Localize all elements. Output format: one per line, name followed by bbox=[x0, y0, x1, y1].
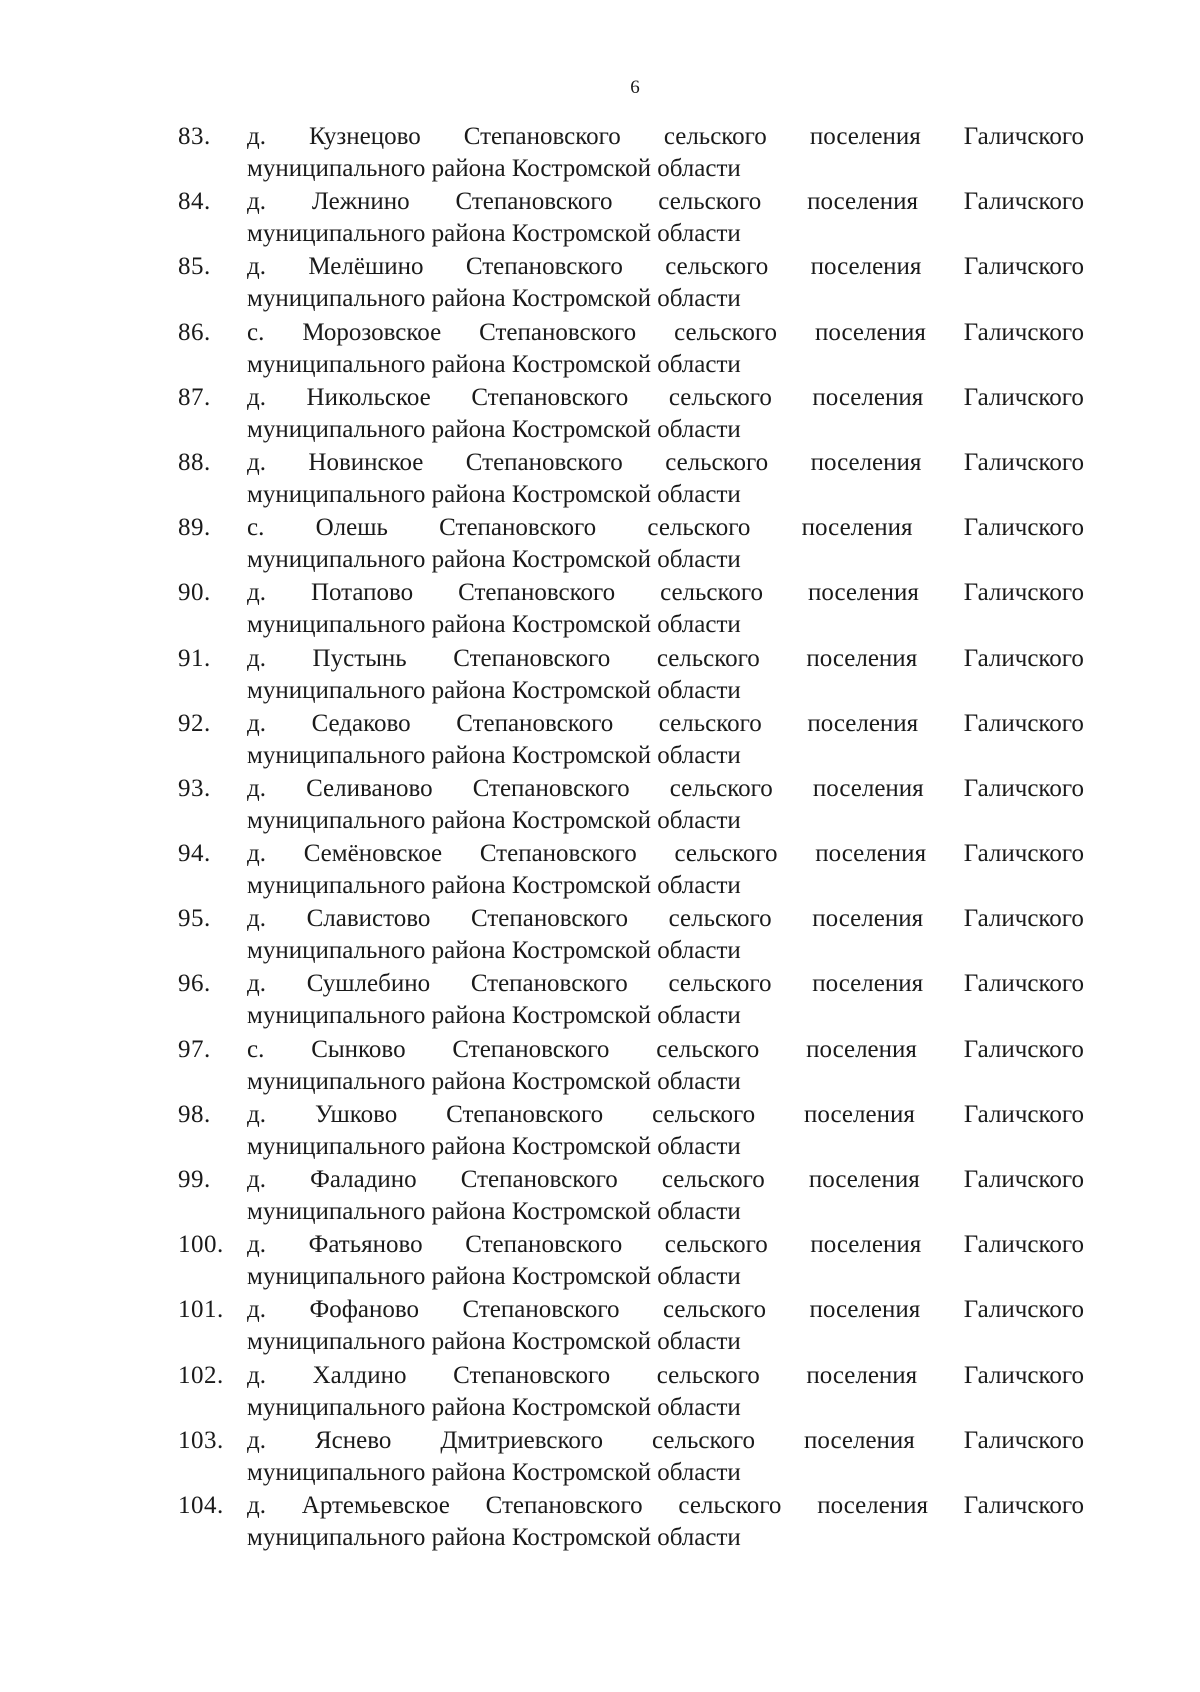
list-item bbox=[178, 317, 1084, 382]
item-number: 84. bbox=[178, 188, 211, 216]
item-word: с. bbox=[247, 1035, 265, 1063]
item-number: 95. bbox=[178, 905, 211, 933]
item-word: поселения bbox=[801, 514, 913, 542]
item-word: д. bbox=[247, 774, 266, 802]
item-word: д. bbox=[247, 709, 266, 737]
list-item bbox=[178, 1294, 1084, 1359]
item-number: 104. bbox=[178, 1491, 224, 1519]
item-text-line bbox=[247, 708, 1084, 740]
list-item bbox=[178, 968, 1084, 1033]
item-text-line bbox=[247, 773, 1084, 805]
item-text bbox=[247, 447, 1084, 511]
item-text-continuation: муниципального района Костромской области bbox=[247, 220, 741, 248]
item-number: 91. bbox=[178, 644, 211, 672]
item-word: д. bbox=[247, 123, 266, 150]
item-word: сельского bbox=[652, 1426, 755, 1454]
item-word: поселения bbox=[815, 318, 926, 346]
item-word: Степановского bbox=[460, 1166, 618, 1193]
list-item bbox=[178, 1034, 1084, 1099]
list-item bbox=[178, 1425, 1084, 1490]
item-word: сельского bbox=[658, 709, 762, 737]
item-text-continuation: муниципального района Костромской области bbox=[247, 415, 741, 443]
item-word: Фатьяново bbox=[308, 1231, 423, 1259]
list-item bbox=[178, 773, 1084, 838]
item-text bbox=[247, 512, 1084, 576]
item-word: Степановского bbox=[465, 1231, 623, 1259]
item-word: сельского bbox=[669, 774, 773, 802]
item-text-line bbox=[247, 186, 1084, 218]
item-word: д. bbox=[247, 1426, 266, 1454]
item-text-continuation: муниципального района Костромской области bbox=[247, 611, 741, 639]
item-text-line bbox=[247, 903, 1084, 935]
item-word: Степановского bbox=[479, 318, 637, 346]
item-text-line bbox=[247, 1294, 1084, 1326]
item-word: Кузнецово bbox=[309, 123, 421, 150]
item-word: сельского bbox=[678, 1491, 782, 1519]
page-number: 6 bbox=[630, 77, 640, 98]
item-text-line bbox=[247, 643, 1084, 675]
item-word: поселения bbox=[817, 1491, 929, 1519]
item-word: д. bbox=[247, 253, 266, 281]
item-word: сельского bbox=[656, 1035, 760, 1063]
item-word: сельского bbox=[656, 1361, 760, 1389]
item-word: поселения bbox=[812, 905, 924, 933]
list-item bbox=[178, 903, 1084, 968]
list-item bbox=[178, 708, 1084, 773]
item-word: Степановского bbox=[453, 1361, 611, 1389]
item-word: д. bbox=[247, 579, 266, 607]
item-number: 99. bbox=[178, 1166, 211, 1193]
item-word: Степановского bbox=[485, 1491, 643, 1519]
item-number: 98. bbox=[178, 1100, 211, 1128]
item-text bbox=[247, 577, 1084, 641]
item-word: Селиваново bbox=[306, 774, 433, 802]
item-word: д. bbox=[247, 448, 266, 476]
item-word: Степановского bbox=[462, 1296, 620, 1324]
item-word: Галичского bbox=[963, 774, 1084, 802]
item-word: сельского bbox=[664, 1231, 768, 1259]
item-word: поселения bbox=[810, 1231, 922, 1259]
item-text-line bbox=[247, 1099, 1084, 1131]
item-text-continuation: муниципального района Костромской области bbox=[247, 741, 741, 769]
item-word: сельского bbox=[656, 644, 760, 672]
item-word: Галичского bbox=[963, 1296, 1084, 1324]
item-word: д. bbox=[247, 1231, 266, 1259]
item-word: Галичского bbox=[963, 383, 1084, 411]
item-word: поселения bbox=[809, 123, 921, 150]
item-text bbox=[247, 1164, 1084, 1228]
item-text bbox=[247, 1294, 1084, 1358]
item-text-line bbox=[247, 447, 1084, 479]
item-text-continuation: муниципального района Костромской области bbox=[247, 480, 741, 508]
item-text bbox=[247, 643, 1084, 707]
item-word: Яснево bbox=[314, 1426, 392, 1454]
item-word: Новинское bbox=[308, 448, 424, 476]
item-text-continuation: муниципального района Костромской области bbox=[247, 1458, 741, 1486]
item-word: д. bbox=[247, 383, 266, 411]
item-word: Сынково bbox=[311, 1035, 406, 1063]
list-item bbox=[178, 382, 1084, 447]
item-word: Фофаново bbox=[309, 1296, 420, 1324]
item-word: Галичского bbox=[963, 579, 1084, 607]
item-word: сельского bbox=[652, 1100, 756, 1128]
item-text-line bbox=[247, 382, 1084, 414]
item-word: поселения bbox=[807, 709, 919, 737]
item-word: поселения bbox=[803, 1426, 915, 1454]
item-word: Степановского bbox=[463, 123, 621, 150]
list-item bbox=[178, 512, 1084, 577]
item-word: д. bbox=[247, 905, 266, 933]
item-word: с. bbox=[247, 514, 265, 542]
item-text-line bbox=[247, 1425, 1084, 1457]
item-word: Пустынь bbox=[312, 644, 407, 672]
item-number: 92. bbox=[178, 709, 211, 737]
item-word: с. bbox=[247, 318, 265, 346]
item-text-continuation: муниципального района Костромской области bbox=[247, 1328, 741, 1356]
item-word: Степановского bbox=[455, 188, 613, 216]
item-word: д. bbox=[247, 1100, 266, 1128]
item-text-continuation: муниципального района Костромской области bbox=[247, 937, 741, 965]
item-word: д. bbox=[247, 188, 266, 216]
item-word: Семёновское bbox=[303, 840, 443, 868]
item-word: Галичского bbox=[963, 448, 1084, 476]
item-word: д. bbox=[247, 1361, 266, 1389]
item-word: сельского bbox=[660, 579, 764, 607]
item-word: Галичского bbox=[963, 644, 1084, 672]
item-word: Галичского bbox=[963, 709, 1084, 737]
item-word: Степановского bbox=[446, 1100, 604, 1128]
item-word: поселения bbox=[806, 644, 918, 672]
item-number: 103. bbox=[178, 1426, 224, 1454]
item-number: 83. bbox=[178, 123, 211, 150]
item-text-continuation: муниципального района Костромской области bbox=[247, 1263, 741, 1291]
item-text-continuation: муниципального района Костромской области bbox=[247, 285, 741, 313]
item-word: поселения bbox=[815, 840, 927, 868]
item-word: сельского bbox=[665, 253, 769, 281]
item-word: Сушлебино bbox=[306, 970, 431, 998]
item-word: Степановского bbox=[439, 514, 597, 542]
item-text bbox=[247, 1490, 1084, 1554]
item-text-line bbox=[247, 1360, 1084, 1392]
item-word: Галичского bbox=[963, 840, 1084, 868]
item-number: 90. bbox=[178, 579, 211, 607]
item-word: сельского bbox=[668, 905, 772, 933]
item-text-line bbox=[247, 251, 1084, 283]
item-text-continuation: муниципального района Костромской области bbox=[247, 546, 741, 574]
list-item bbox=[178, 577, 1084, 642]
item-word: Ушково bbox=[314, 1100, 398, 1128]
item-word: Степановского bbox=[479, 840, 637, 868]
item-word: Морозовское bbox=[302, 318, 442, 346]
item-text-continuation: муниципального района Костромской области bbox=[247, 1523, 741, 1551]
item-word: Галичского bbox=[963, 1426, 1084, 1454]
item-word: сельского bbox=[647, 514, 751, 542]
item-text bbox=[247, 773, 1084, 837]
item-word: Степановского bbox=[465, 253, 623, 281]
list-item bbox=[178, 838, 1084, 903]
item-text bbox=[247, 382, 1084, 446]
item-word: Степановского bbox=[470, 970, 628, 998]
item-word: сельского bbox=[668, 383, 772, 411]
item-text-line bbox=[247, 838, 1084, 870]
item-word: сельского bbox=[658, 188, 762, 216]
item-word: д. bbox=[247, 840, 266, 868]
list-item bbox=[178, 1164, 1084, 1229]
item-number: 102. bbox=[178, 1361, 224, 1389]
item-word: д. bbox=[247, 970, 266, 998]
item-word: поселения bbox=[808, 579, 919, 607]
item-word: сельского bbox=[668, 970, 772, 998]
list-item bbox=[178, 251, 1084, 316]
item-word: Галичского bbox=[963, 1231, 1084, 1259]
item-word: Галичского bbox=[963, 188, 1084, 216]
item-text-line bbox=[247, 317, 1084, 349]
item-word: поселения bbox=[812, 383, 924, 411]
item-word: Галичского bbox=[963, 1035, 1084, 1063]
list-item bbox=[178, 1099, 1084, 1164]
item-text-continuation: муниципального района Костромской области bbox=[247, 1132, 741, 1160]
item-word: д. bbox=[247, 1491, 266, 1519]
item-word: поселения bbox=[808, 1166, 920, 1193]
item-word: поселения bbox=[806, 1361, 918, 1389]
item-number: 101. bbox=[178, 1296, 224, 1324]
item-text bbox=[247, 838, 1084, 902]
item-text-continuation: муниципального района Костромской области bbox=[247, 1393, 741, 1421]
item-word: Потапово bbox=[310, 579, 414, 607]
item-word: Лежнино bbox=[311, 188, 410, 216]
item-word: сельского bbox=[674, 840, 778, 868]
item-word: сельского bbox=[662, 1296, 766, 1324]
item-text-continuation: муниципального района Костромской области bbox=[247, 350, 741, 378]
item-text bbox=[247, 251, 1084, 315]
item-word: сельского bbox=[665, 448, 769, 476]
item-text-line bbox=[247, 1229, 1084, 1261]
item-word: Галичского bbox=[963, 253, 1084, 281]
item-text bbox=[247, 968, 1084, 1032]
item-number: 97. bbox=[178, 1035, 211, 1063]
item-word: Славистово bbox=[306, 905, 431, 933]
item-text-continuation: муниципального района Костромской области bbox=[247, 155, 741, 182]
item-word: Галичского bbox=[963, 514, 1084, 542]
item-word: Степановского bbox=[465, 448, 623, 476]
item-word: д. bbox=[247, 644, 266, 672]
item-number: 87. bbox=[178, 383, 211, 411]
item-text bbox=[247, 708, 1084, 772]
list-item bbox=[178, 643, 1084, 708]
item-number: 94. bbox=[178, 840, 211, 868]
item-text-continuation: муниципального района Костромской области bbox=[247, 1198, 741, 1225]
item-word: поселения bbox=[807, 188, 918, 216]
item-word: поселения bbox=[812, 970, 924, 998]
item-word: поселения bbox=[809, 1296, 921, 1324]
item-word: Степановского bbox=[472, 774, 630, 802]
item-word: д. bbox=[247, 1166, 266, 1193]
item-word: Седаково bbox=[311, 709, 411, 737]
item-word: Галичского bbox=[963, 1100, 1084, 1128]
item-word: поселения bbox=[810, 253, 922, 281]
item-number: 88. bbox=[178, 448, 211, 476]
item-word: Мелёшино bbox=[308, 253, 424, 281]
item-number: 93. bbox=[178, 774, 211, 802]
item-word: поселения bbox=[812, 774, 924, 802]
list-item bbox=[178, 121, 1084, 186]
item-word: д. bbox=[247, 1296, 266, 1324]
item-number: 96. bbox=[178, 970, 211, 998]
item-text bbox=[247, 186, 1084, 250]
list-item bbox=[178, 447, 1084, 512]
item-word: поселения bbox=[804, 1100, 915, 1128]
item-word: Фаладино bbox=[310, 1166, 417, 1193]
item-word: сельского bbox=[674, 318, 778, 346]
item-word: Степановского bbox=[453, 644, 611, 672]
item-word: Галичского bbox=[963, 123, 1084, 150]
list-item bbox=[178, 1360, 1084, 1425]
item-word: сельского bbox=[661, 1166, 765, 1193]
item-number: 85. bbox=[178, 253, 211, 281]
item-text bbox=[247, 1099, 1084, 1163]
item-word: Галичского bbox=[963, 1361, 1084, 1389]
item-word: Артемьевское bbox=[301, 1491, 450, 1519]
item-word: Галичского bbox=[963, 1166, 1084, 1193]
item-word: Халдино bbox=[312, 1361, 407, 1389]
item-text bbox=[247, 317, 1084, 381]
item-text-line bbox=[247, 577, 1084, 609]
item-text-continuation: муниципального района Костромской области bbox=[247, 676, 741, 704]
item-text-line bbox=[247, 1164, 1084, 1196]
item-text bbox=[247, 1425, 1084, 1489]
item-number: 100. bbox=[178, 1231, 224, 1259]
item-word: Степановского bbox=[471, 905, 629, 933]
item-word: Степановского bbox=[458, 579, 616, 607]
item-text-line bbox=[247, 121, 1084, 153]
item-text-line bbox=[247, 1034, 1084, 1066]
item-word: Степановского bbox=[456, 709, 614, 737]
item-word: Дмитриевского bbox=[440, 1426, 604, 1454]
item-text bbox=[247, 1034, 1084, 1098]
item-text bbox=[247, 1229, 1084, 1293]
item-text-continuation: муниципального района Костромской области bbox=[247, 806, 741, 834]
list-item bbox=[178, 1229, 1084, 1294]
item-word: Галичского bbox=[963, 318, 1084, 346]
item-text-line bbox=[247, 1490, 1084, 1522]
item-text-line bbox=[247, 512, 1084, 544]
item-word: поселения bbox=[810, 448, 922, 476]
item-text-continuation: муниципального района Костромской области bbox=[247, 1002, 741, 1030]
item-text bbox=[247, 121, 1084, 185]
item-number: 89. bbox=[178, 514, 211, 542]
item-word: Степановского bbox=[452, 1035, 610, 1063]
settlement-list bbox=[178, 121, 1084, 1555]
item-word: поселения bbox=[806, 1035, 917, 1063]
list-item bbox=[178, 1490, 1084, 1555]
item-text-continuation: муниципального района Костромской области bbox=[247, 872, 741, 900]
item-text bbox=[247, 903, 1084, 967]
item-word: Степановского bbox=[471, 383, 629, 411]
item-word: сельского bbox=[663, 123, 767, 150]
item-word: Галичского bbox=[963, 970, 1084, 998]
item-text-line bbox=[247, 968, 1084, 1000]
item-word: Галичского bbox=[963, 1491, 1084, 1519]
item-text bbox=[247, 1360, 1084, 1424]
item-word: Галичского bbox=[963, 905, 1084, 933]
item-word: Никольское bbox=[306, 383, 431, 411]
item-number: 86. bbox=[178, 318, 211, 346]
list-item bbox=[178, 186, 1084, 251]
item-text-continuation: муниципального района Костромской области bbox=[247, 1067, 741, 1095]
item-word: Олешь bbox=[315, 514, 388, 542]
